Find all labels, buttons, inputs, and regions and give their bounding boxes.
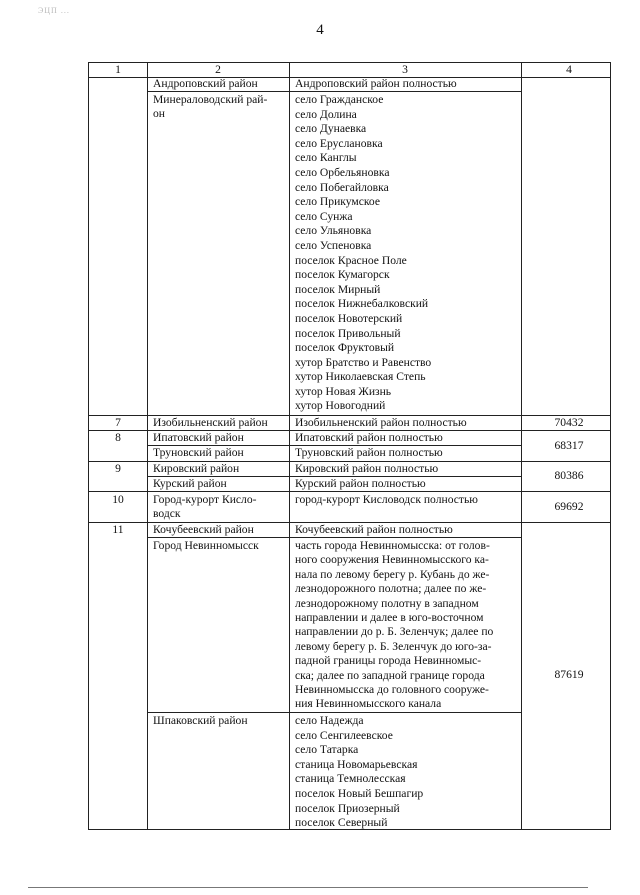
settlement-item: село Побегайловка (295, 180, 389, 194)
col-divider-3 (521, 63, 522, 829)
settlement-item: хутор Братство и Равенство (295, 355, 432, 369)
settlement-item: поселок Нижнебалковский (295, 297, 429, 311)
row11-district-1: Кочубеевский район (153, 523, 254, 536)
boundary-text-line: нала по левому берегу р. Кубань до же- (295, 567, 490, 581)
settlement-item: поселок Кумагорск (295, 268, 390, 282)
andropovsky-area: Андроповский район полностью (295, 77, 457, 90)
settlement-item: поселок Приозерный (295, 801, 400, 815)
row9-district-1: Кировский район (153, 462, 240, 475)
boundary-text-line: ска; далее по западной границе города (295, 668, 485, 682)
row9-area-2: Курский район полностью (295, 477, 426, 490)
header-col-1: 1 (115, 63, 121, 76)
settlement-item: село Надежда (295, 714, 364, 727)
row8-district-1: Ипатовский район (153, 431, 244, 444)
boundary-text-line: лезнодорожному полотну в западном (295, 596, 479, 610)
header-col-4: 4 (566, 63, 572, 76)
shpakovsky-settlement-list (295, 714, 423, 831)
settlement-item: село Успеновка (295, 238, 372, 252)
settlement-item: поселок Привольный (295, 326, 401, 340)
row11-number: 11 (112, 523, 124, 536)
row9-district-2: Курский район (153, 477, 227, 490)
boundary-text-line: ного сооружения Невинномысского ка- (295, 553, 489, 567)
row10-number: 10 (112, 493, 124, 506)
row11-district-2: Город Невинномысск (153, 539, 259, 552)
settlement-item: поселок Фруктовый (295, 341, 395, 355)
scan-mark: ЭЦП ... (38, 6, 70, 15)
boundary-text-line: лезнодорожного полотна; далее по же- (295, 582, 487, 596)
header-col-3: 3 (402, 63, 408, 76)
row-divider-row11-nevinn (147, 712, 521, 713)
settlement-item: село Дунаевка (295, 122, 367, 136)
boundary-text-line: направлении и далее в юго-восточном (295, 611, 484, 625)
row9-number: 9 (115, 462, 121, 475)
row9-voters: 80386 (554, 469, 584, 482)
constituency-table (88, 62, 611, 830)
boundary-text-line: часть города Невинномысска: от голов- (295, 539, 490, 552)
settlement-item: поселок Северный (295, 816, 388, 830)
settlement-item: село Прикумское (295, 195, 381, 209)
page-bottom-rule (28, 887, 588, 888)
settlement-item: село Гражданское (295, 93, 384, 106)
header-col-2: 2 (215, 63, 221, 76)
settlement-item: село Канглы (295, 151, 357, 165)
settlement-item: поселок Новый Бешпагир (295, 786, 424, 800)
row8-number: 8 (115, 431, 121, 444)
settlement-item: хутор Новая Жизнь (295, 384, 392, 398)
settlement-item: село Сунжа (295, 209, 353, 223)
settlement-item: станица Новомарьевская (295, 757, 418, 771)
boundary-text-line: направлении до р. Б. Зеленчук; далее по (295, 625, 494, 639)
row7-area: Изобильненский район полностью (295, 416, 467, 429)
settlement-item: поселок Мирный (295, 282, 381, 296)
settlement-item: поселок Новотерский (295, 311, 403, 325)
settlement-item: хутор Новогодний (295, 399, 386, 413)
boundary-text-line: падной границы города Невинномыс- (295, 654, 482, 668)
settlement-item: село Долина (295, 107, 357, 121)
boundary-text-line: ния Невинномысского канала (295, 697, 442, 711)
settlement-item: село Татарка (295, 743, 359, 757)
settlement-item: село Ульяновка (295, 224, 372, 238)
mineralovodsky-settlement-list (295, 93, 431, 414)
row11-area-1: Кочубеевский район полностью (295, 523, 453, 536)
settlement-item: поселок Красное Поле (295, 253, 407, 267)
col-divider-1 (147, 63, 148, 829)
boundary-text-line: Невинномысска до головного сооруже- (295, 683, 489, 697)
mineralovodsky-district-2: он (153, 107, 166, 120)
row7-district: Изобильненский район (153, 416, 268, 429)
row10-district-2: водск (153, 507, 181, 520)
row8-area-2: Труновский район полностью (295, 446, 443, 459)
row8-area-1: Ипатовский район полностью (295, 431, 443, 444)
row9-area-1: Кировский район полностью (295, 462, 439, 475)
row10-area: город-курорт Кисловодск полностью (295, 493, 478, 506)
row7-number: 7 (115, 416, 121, 429)
boundary-text-line: левому берегу р. Б. Зеленчук до юго-за- (295, 639, 492, 653)
settlement-item: хутор Николаевская Степь (295, 370, 426, 384)
row11-district-3: Шпаковский район (153, 714, 248, 727)
row7-voters: 70432 (554, 416, 584, 429)
row8-district-2: Труновский район (153, 446, 244, 459)
settlement-item: село Ерусланoвка (295, 136, 383, 150)
settlement-item: станица Темнолесская (295, 772, 406, 786)
settlement-item: село Сенгилеевское (295, 728, 393, 742)
mineralovodsky-district-1: Минераловодский рай- (153, 93, 268, 106)
col-divider-2 (289, 63, 290, 829)
andropovsky-district: Андроповский район (153, 77, 258, 90)
row10-district-1: Город-курорт Кисло- (153, 493, 257, 506)
settlement-item: село Орбельяновка (295, 165, 390, 179)
row8-voters: 68317 (554, 439, 584, 452)
nevinnomyssk-boundary-description (295, 539, 521, 712)
row10-voters: 69692 (554, 500, 584, 513)
row11-voters: 87619 (554, 668, 584, 681)
page-number: 4 (316, 22, 324, 38)
